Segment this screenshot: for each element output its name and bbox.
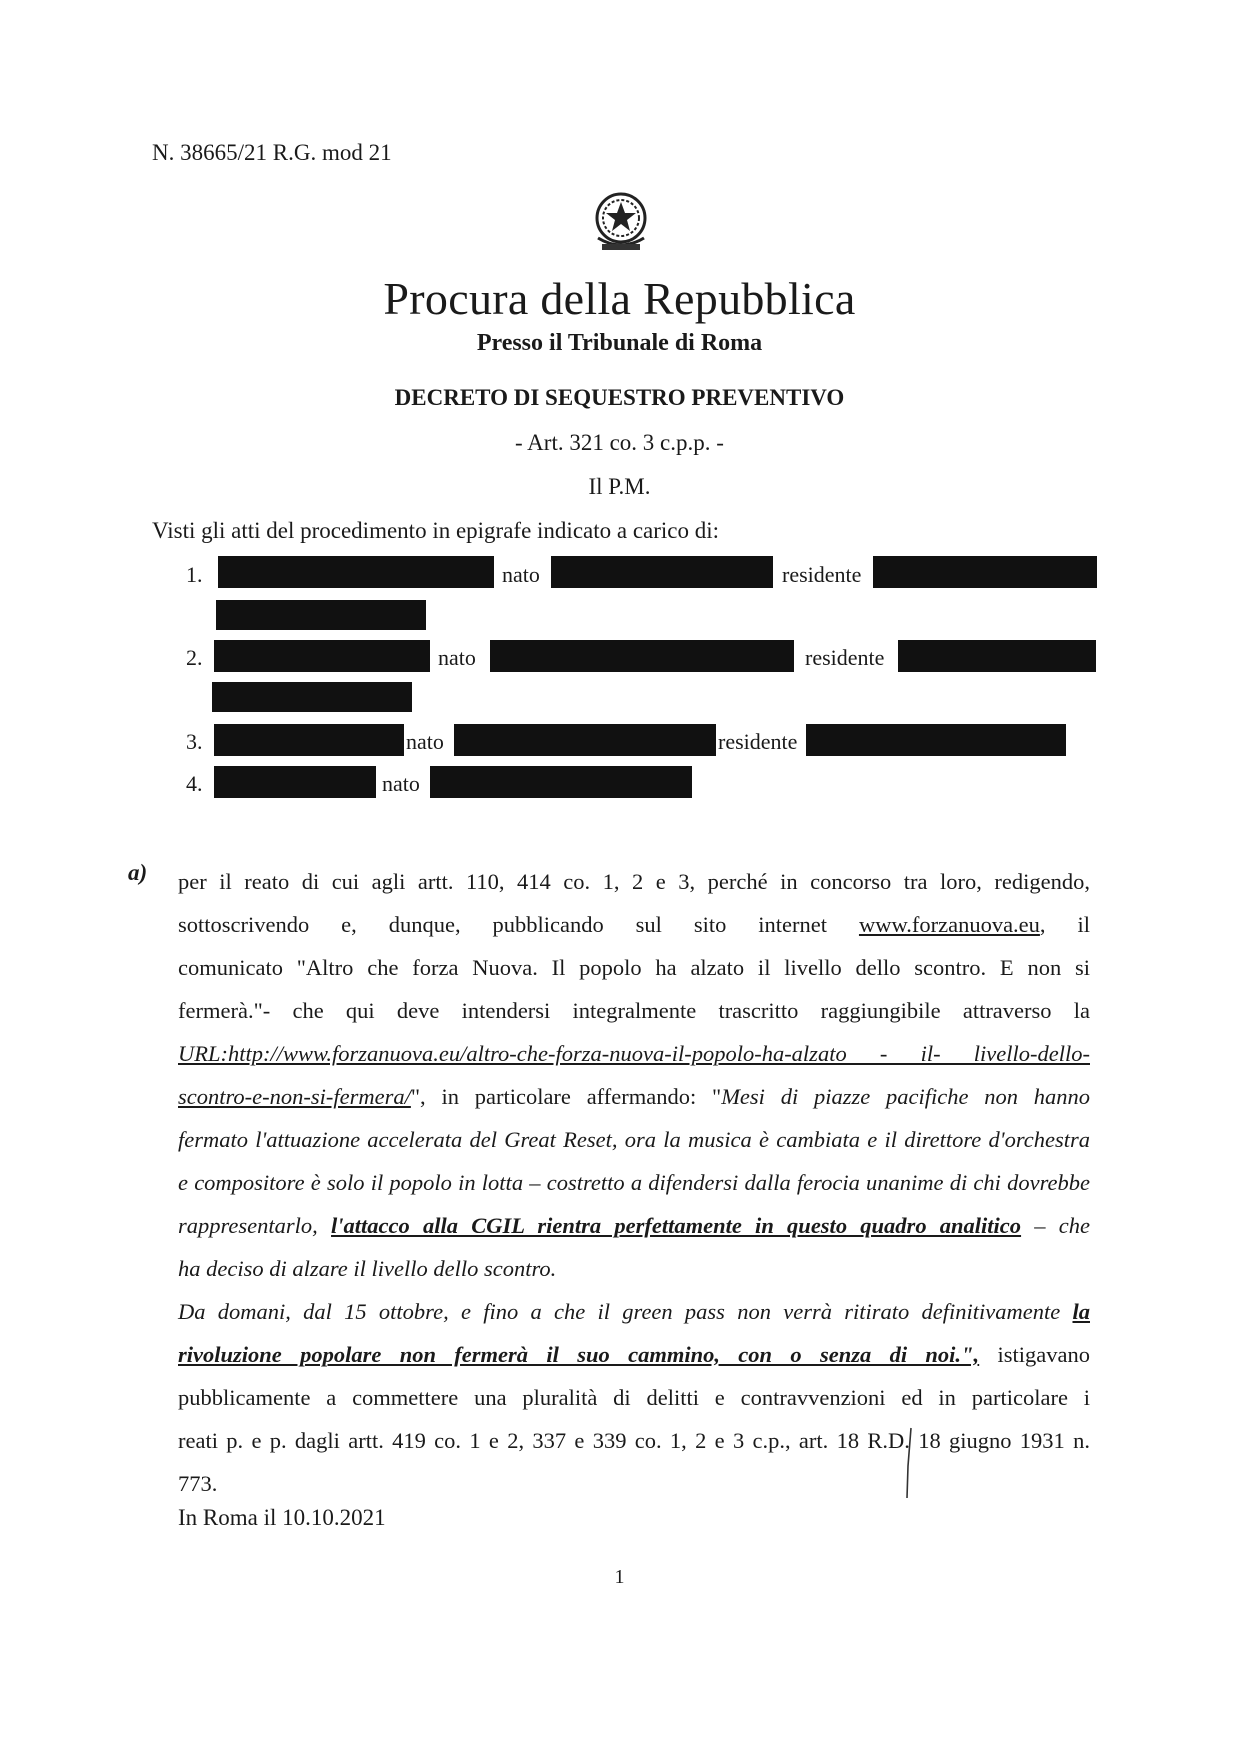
text: sottoscrivendo e, dunque, pubblicando sul sito internet (178, 912, 859, 937)
charge-line (178, 1075, 1090, 1118)
case-reference: N. 38665/21 R.G. mod 21 (152, 140, 392, 165)
born-label: nato (406, 729, 444, 754)
charge-line (178, 1333, 1090, 1376)
charge-line (178, 1161, 1090, 1204)
quote-text: fermato l'attuazione accelerata del Great Reset, ora la musica è cambiata e il direttore d'orchestra (178, 1127, 1090, 1152)
charge-line (178, 860, 1090, 903)
redaction-bar (212, 682, 412, 712)
redaction-bar (214, 640, 430, 672)
redaction-bar (551, 556, 773, 588)
defendant-number: 1. (186, 562, 203, 587)
charge-line (178, 1118, 1090, 1161)
redaction-bar (873, 556, 1097, 588)
born-label: nato (438, 645, 476, 670)
charge-line (178, 946, 1090, 989)
quote-emphasis: la (1072, 1299, 1090, 1324)
quote-emphasis: l'attacco alla CGIL rientra perfettamente in questo quadro analitico (331, 1213, 1022, 1238)
charge-line (178, 1247, 1090, 1290)
redaction-bar (214, 766, 376, 798)
quote-text: e compositore è solo il popolo in lotta – costretto a difendersi dalla ferocia unanime di chi dovrebbe (178, 1170, 1090, 1195)
article-url[interactable]: scontro-e-non-si-fermera/ (178, 1084, 411, 1109)
resident-label: residente (718, 729, 798, 754)
redaction-bar (214, 724, 404, 756)
defendant-number: 4. (186, 771, 203, 796)
defendant-number: 2. (186, 645, 203, 670)
text: fermerà."- che qui deve intendersi integralmente trascritto raggiungibile attraverso la (178, 998, 1090, 1023)
office-title: Procura della Repubblica (383, 273, 856, 324)
redaction-bar (216, 600, 426, 630)
text: 773. (178, 1471, 218, 1496)
charge-line (178, 1419, 1090, 1462)
quote-text: rappresentarlo, (178, 1213, 332, 1238)
quote-emphasis: rivoluzione popolare non fermerà il suo cammino, con o senza di noi.", (178, 1342, 980, 1367)
republic-emblem-icon (588, 188, 654, 256)
website-link[interactable]: www.forzanuova.eu (858, 912, 1040, 937)
born-label: nato (382, 771, 420, 796)
text: reati p. e p. dagli artt. 419 co. 1 e 2, 337 e 339 co. 1, 2 e 3 c.p., art. 18 R.D. 18 giugno 1931 n. (178, 1428, 1090, 1453)
charge-line (178, 1462, 1090, 1505)
text: ", in particolare affermando: " (410, 1084, 722, 1109)
charge-marker: a) (128, 860, 148, 885)
redaction-bar (218, 556, 494, 588)
charge-line (178, 1204, 1090, 1247)
charge-paragraph (178, 860, 1090, 1505)
charge-line (178, 1290, 1090, 1333)
text: , il (1039, 912, 1090, 937)
quote-text: ha deciso di alzare il livello dello scontro. (178, 1256, 557, 1281)
text: per il reato di cui agli artt. 110, 414 co. 1, 2 e 3, perché in concorso tra loro, redigendo, (178, 869, 1090, 894)
redaction-bar (806, 724, 1066, 756)
quote-text: Mesi di piazze pacifiche non hanno (721, 1084, 1091, 1109)
redaction-bar (454, 724, 716, 756)
article-reference: - Art. 321 co. 3 c.p.p. - (515, 430, 724, 455)
place-date: In Roma il 10.10.2021 (178, 1505, 386, 1530)
court-subtitle: Presso il Tribunale di Roma (476, 330, 763, 356)
charge-line (178, 1032, 1090, 1075)
charge-line (178, 1376, 1090, 1419)
redaction-bar (430, 766, 692, 798)
intro-text: Visti gli atti del procedimento in epigrafe indicato a carico di: (152, 518, 720, 543)
text: comunicato "Altro che forza Nuova. Il popolo ha alzato il livello dello scontro. E non si (178, 955, 1090, 980)
born-label: nato (502, 562, 540, 587)
text: istigavano (979, 1342, 1091, 1367)
signature-mark (905, 1426, 913, 1500)
charge-line (178, 989, 1090, 1032)
pm-label: Il P.M. (588, 474, 651, 499)
quote-text: Da domani, dal 15 ottobre, e fino a che il green pass non verrà ritirato definitivamente (178, 1299, 1073, 1324)
quote-text: – che (1021, 1213, 1090, 1238)
decree-title: DECRETO DI SEQUESTRO PREVENTIVO (394, 385, 845, 410)
text: pubblicamente a commettere una pluralità di delitti e contravvenzioni ed in particolare i (178, 1385, 1090, 1410)
redaction-bar (898, 640, 1096, 672)
defendant-number: 3. (186, 729, 203, 754)
redaction-bar (490, 640, 794, 672)
charge-line (178, 903, 1090, 946)
resident-label: residente (782, 562, 862, 587)
article-url[interactable]: URL:http://www.forzanuova.eu/altro-che-forza-nuova-il-popolo-ha-alzato - il- livello-dello- (178, 1041, 1090, 1066)
page-number: 1 (614, 1566, 625, 1588)
resident-label: residente (805, 645, 885, 670)
